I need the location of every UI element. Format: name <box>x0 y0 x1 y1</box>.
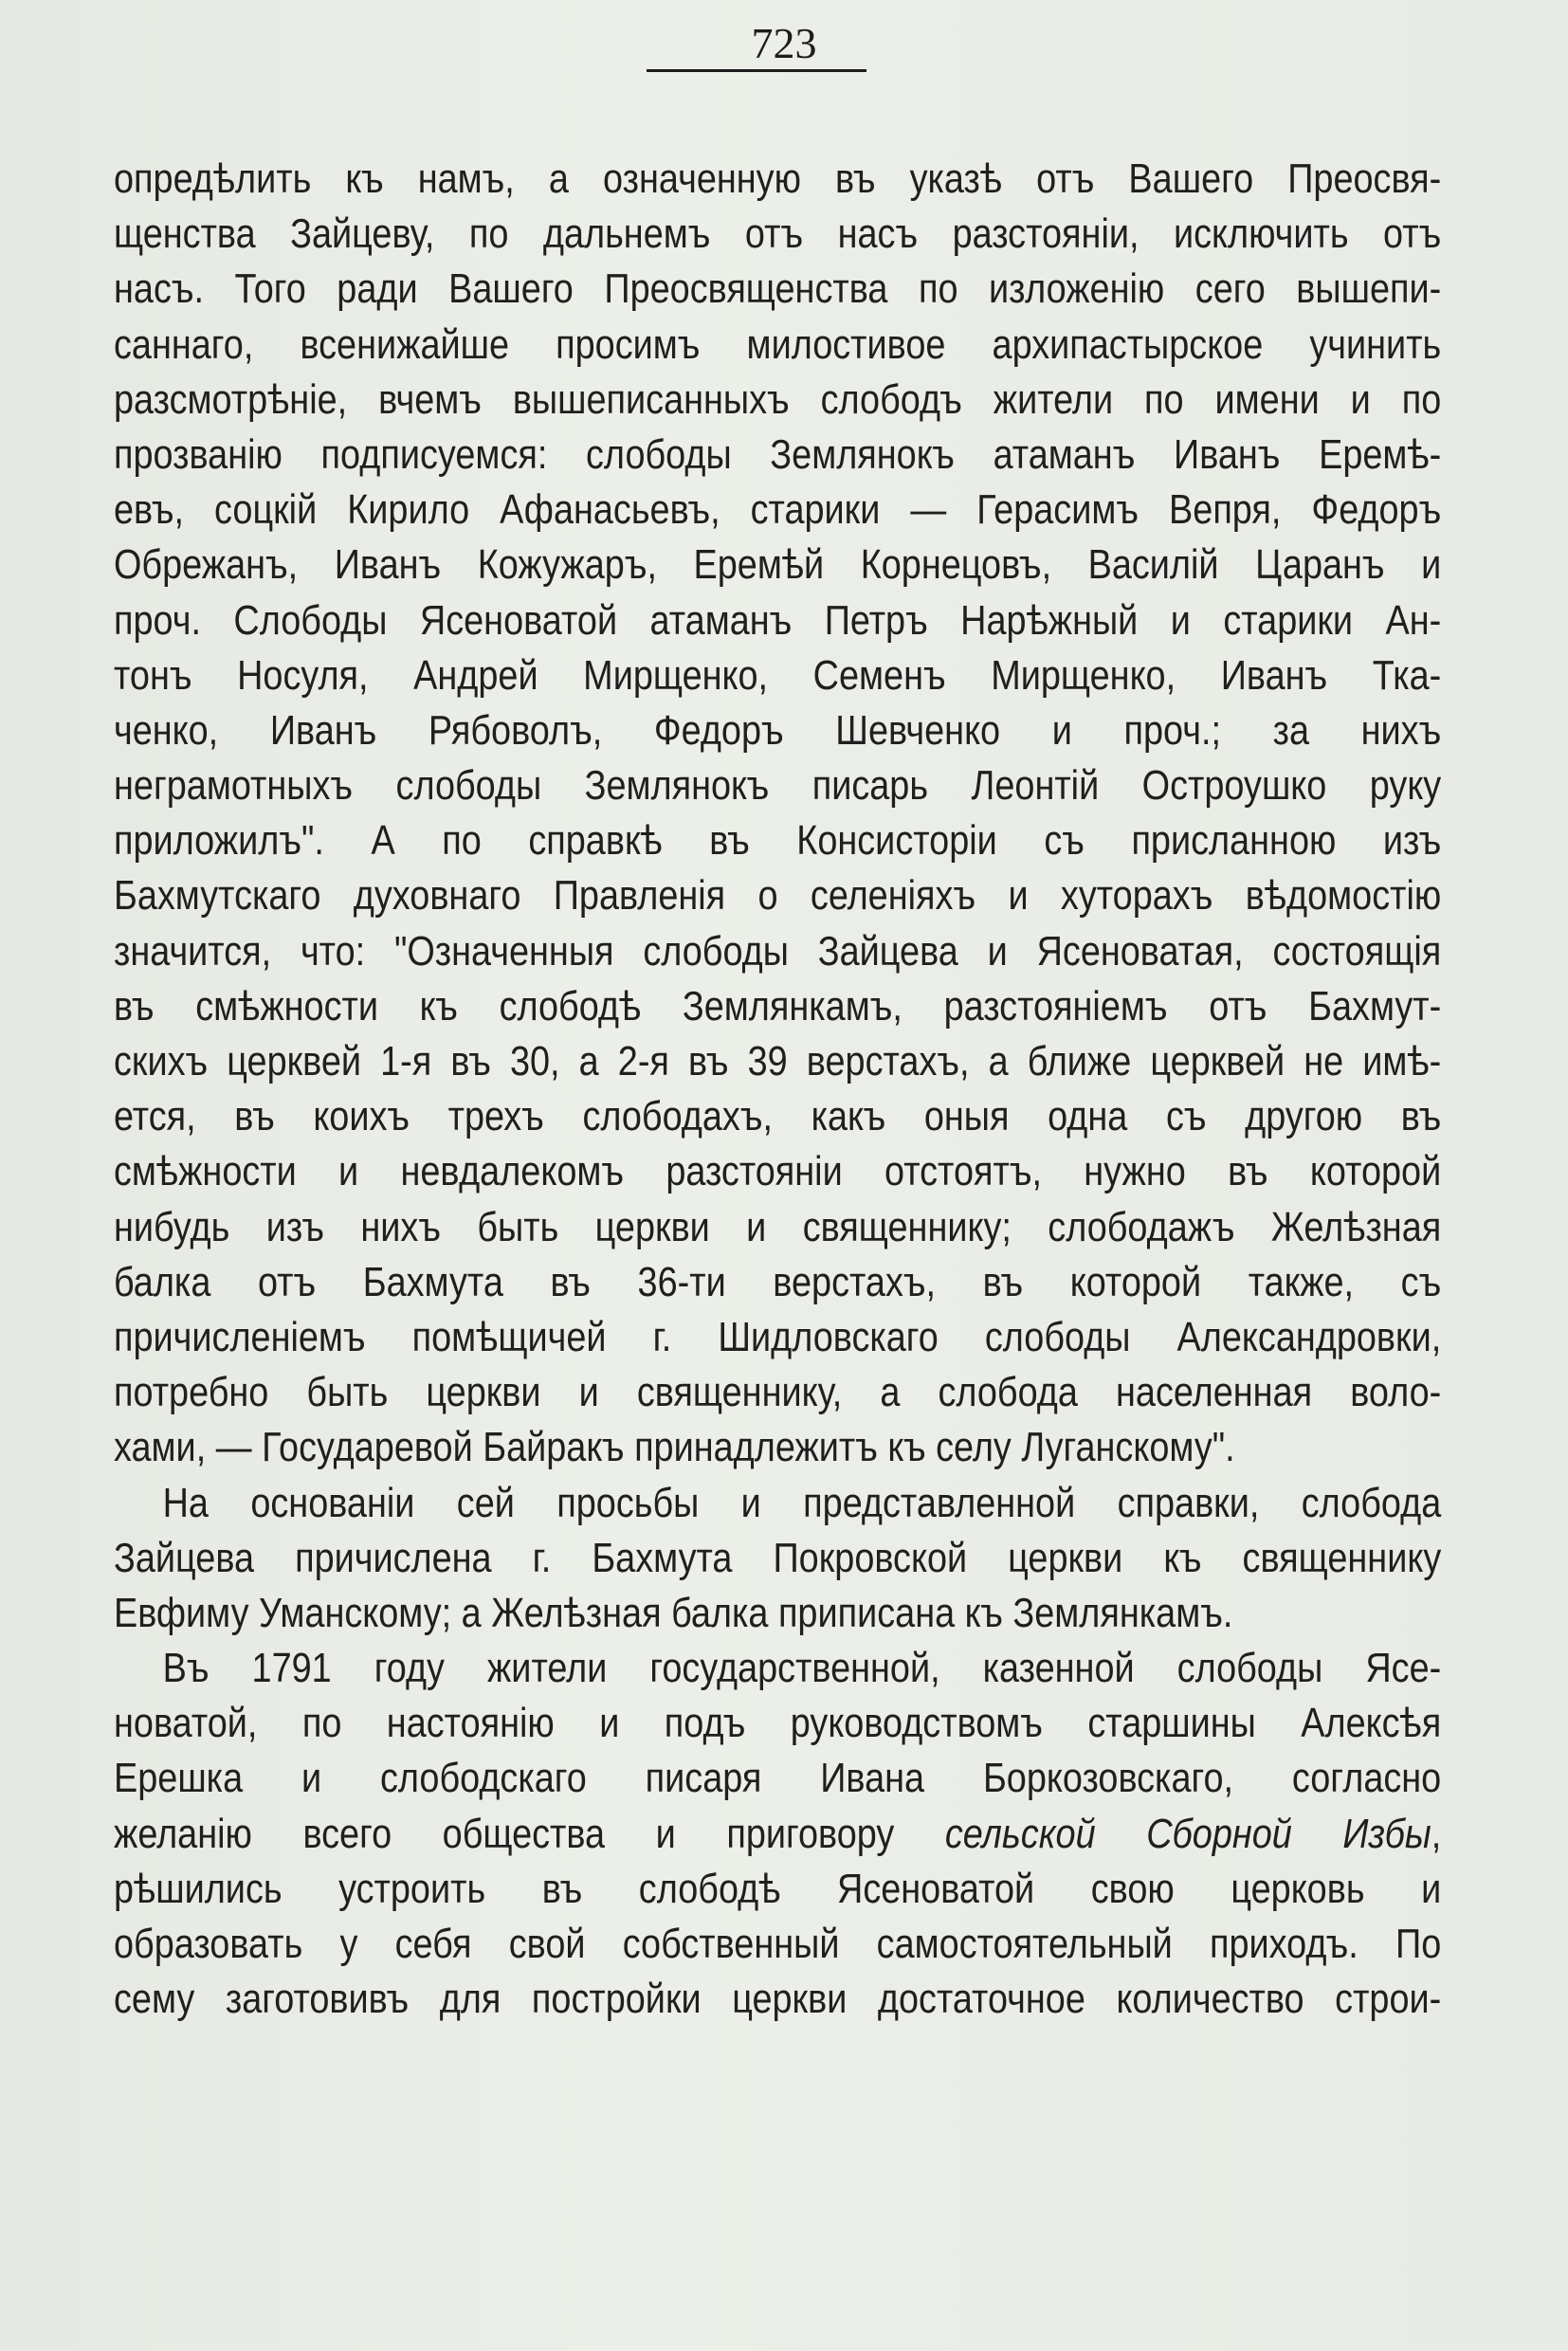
text-segment: желанію всего общества и приговору <box>114 1810 945 1857</box>
text-line: смѣжности и невдалекомъ разстояніи отстоятъ, нужно въ которой <box>114 1148 1442 1195</box>
text-line: Ерешка и слободскаго писаря Ивана Боркозовскаго, согласно <box>114 1755 1442 1802</box>
text-line: неграмотныхъ слободы Землянокъ писарь Леонтій Остроушко руку <box>114 762 1442 810</box>
paragraph-first-line: На основаніи сей просьбы и представленной справки, слобода <box>162 1479 1442 1526</box>
text-line: щенства Зайцеву, по дальнемъ отъ насъ разстояніи, исключить отъ <box>114 210 1442 258</box>
text-line: новатой, по настоянію и подъ руководствомъ старшины Алексѣя <box>114 1700 1442 1747</box>
body-text <box>114 152 1441 2027</box>
text-line: скихъ церквей 1-я въ 30, а 2-я въ 39 верстахъ, а ближе церквей не имѣ- <box>114 1038 1442 1084</box>
text-line: Обрежанъ, Иванъ Кожужаръ, Еремѣй Корнецовъ, Василій Царанъ и <box>114 541 1442 589</box>
text-line: разсмотрѣніе, вчемъ вышеписанныхъ слободъ жители по имени и по <box>114 375 1442 423</box>
text-line: ется, въ коихъ трехъ слободахъ, какъ оныя одна съ другою въ <box>114 1093 1442 1140</box>
text-line: балка отъ Бахмута въ 36-ти верстахъ, въ которой также, съ <box>114 1258 1442 1305</box>
text-line: Евфиму Уманскому; а Желѣзная балка приписана къ Землянкамъ. <box>114 1589 1233 1636</box>
text-line: Бахмутскаго духовнаго Правленія о селеніяхъ и хуторахъ вѣдомостію <box>114 872 1442 920</box>
text-line: евъ, соцкій Кирило Афанасьевъ, старики — Герасимъ Вепря, Федоръ <box>114 486 1442 534</box>
text-line: потребно быть церкви и священнику, а слобода населенная воло- <box>114 1369 1442 1416</box>
text-line: ченко, Иванъ Рябоволъ, Федоръ Шевченко и проч.; за нихъ <box>114 706 1442 754</box>
page-number-rule <box>647 69 866 72</box>
text-line: опредѣлить къ намъ, а означенную въ указѣ отъ Вашего Преосвя- <box>114 155 1442 202</box>
text-line-with-emphasis <box>114 1807 1441 1862</box>
text-line: причисленіемъ помѣщичей г. Шидловскаго слободы Александровки, <box>114 1313 1442 1360</box>
text-line: Зайцева причислена г. Бахмута Покровской церкви къ священнику <box>114 1534 1442 1581</box>
text-line: приложилъ". А по справкѣ въ Консисторіи съ присланною изъ <box>114 817 1442 865</box>
text-line: нибудь изъ нихъ быть церкви и священнику; слободажъ Желѣзная <box>114 1203 1442 1250</box>
text-segment: , <box>1431 1810 1442 1857</box>
text-line: образовать у себя свой собственный самостоятельный приходъ. По <box>114 1921 1442 1967</box>
text-line: рѣшились устроить въ слободѣ Ясеноватой свою церковь и <box>114 1865 1442 1912</box>
text-line: проч. Слободы Ясеноватой атаманъ Петръ Нарѣжный и старики Ан- <box>114 596 1442 644</box>
emphasized-phrase: сельской Сборной Избы <box>944 1810 1431 1857</box>
text-line: насъ. Того ради Вашего Преосвященства по изложенію сего вышепи- <box>114 265 1442 313</box>
text-line: саннаго, всенижайше просимъ милостивое архипастырское учинить <box>114 320 1442 368</box>
text-line: прозванію подписуемся: слободы Землянокъ атаманъ Иванъ Еремѣ- <box>114 430 1442 478</box>
text-line: тонъ Носуля, Андрей Мирщенко, Семенъ Мирщенко, Иванъ Тка- <box>114 651 1442 699</box>
text-line: въ смѣжности къ слободѣ Землянкамъ, разстояніемъ отъ Бахмут- <box>114 982 1442 1030</box>
paragraph-first-line: Въ 1791 году жители государственной, казенной слободы Ясе- <box>162 1645 1442 1692</box>
text-line: хами, — Государевой Байракъ принадлежитъ къ селу Луганскому". <box>114 1424 1235 1471</box>
page-number: 723 <box>751 19 817 67</box>
text-line: сему заготовивъ для постройки церкви достаточное количество строи- <box>114 1976 1442 2023</box>
text-line: значится, что: "Означенныя слободы Зайцева и Ясеноватая, состоящія <box>114 927 1442 975</box>
